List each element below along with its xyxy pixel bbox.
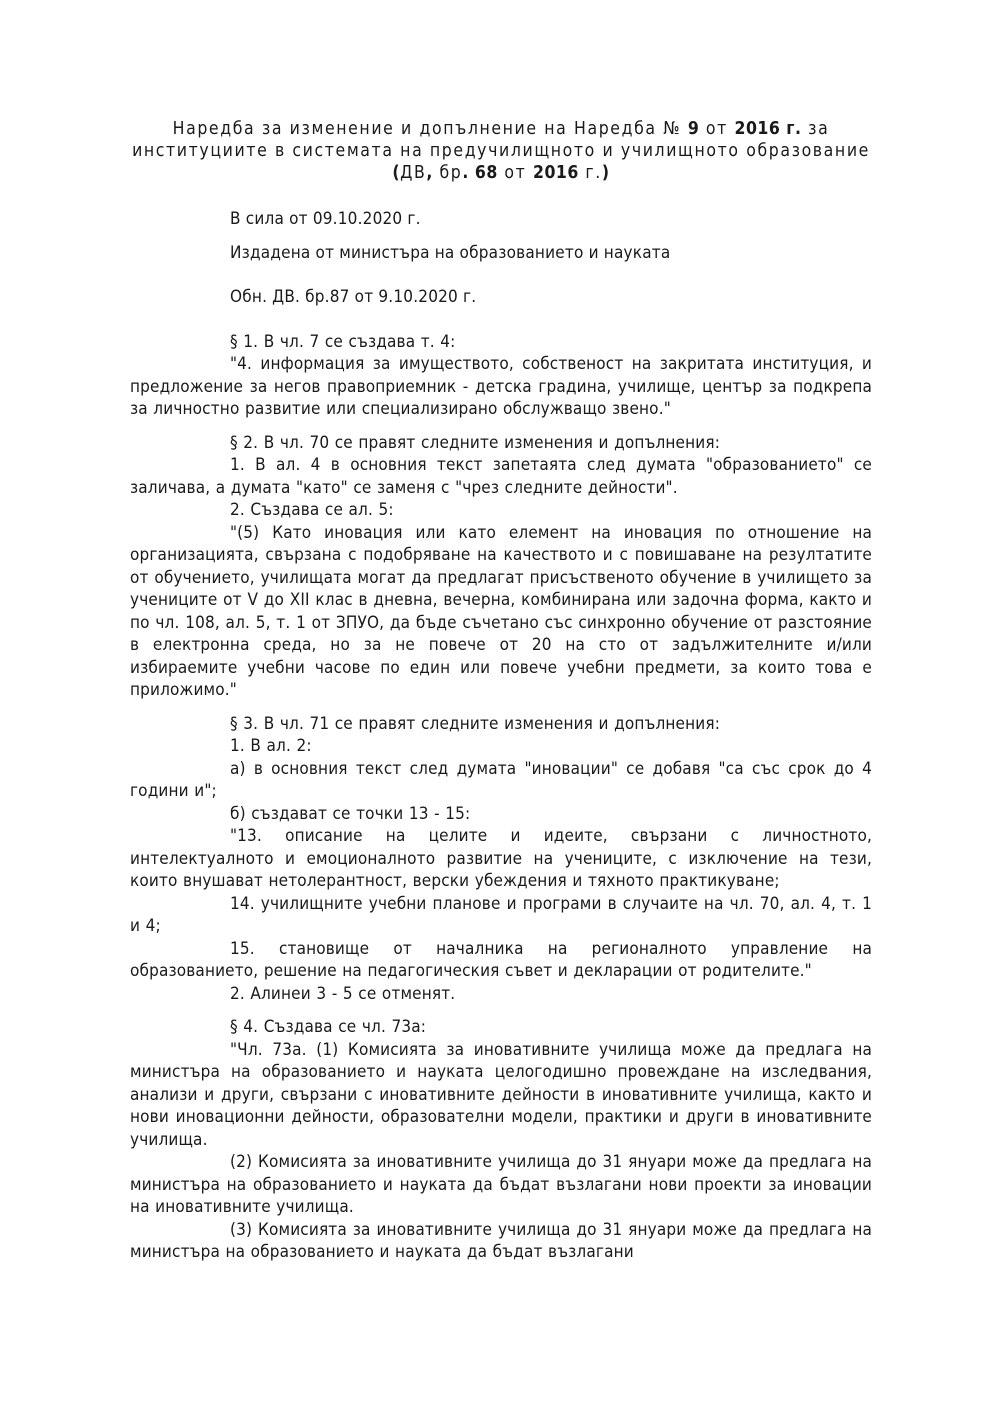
paragraph: "(5) Като иновация или като елемент на иновация по отношение на организацията, свързана с подобряване на качеството и с повишаване на резултатите от обучението, училищата могат да предлагат присъственото обучение в училището за учениците от V до XII клас в дневна, вечерна, комбинирана или задочна форма, както и по чл. 108, ал. 5, т. 1 от ЗПУО, да бъде съчетано със синхронно обучение от разстояние в електронна среда, но за не повече от 20 на сто от задължителните и/или избираемите учебни часове по един или повече учебни предмети, за които това е приложимо."	[130, 522, 872, 700]
title-text: г.	[578, 163, 602, 183]
document-page	[130, 118, 872, 1264]
title-bold-issue: 68	[468, 163, 498, 183]
title-bold-year: 2016	[532, 163, 579, 183]
paragraph: 14. училищните учебни планове и програми в случаите на чл. 70, ал. 4, т. 1 и 4;	[130, 893, 872, 936]
title-text: Наредба за изменение и допълнение на Наредба №	[172, 119, 688, 139]
section-1	[130, 331, 872, 421]
title-bold-suffix: г.	[780, 119, 802, 139]
title-paren: (	[392, 163, 401, 183]
paragraph: "Чл. 73а. (1) Комисията за иновативните училища може да предлага на министъра на образованието и науката целогодишно провеждане на изследвания, анализи и други, свързани с иновативните дейности в иновативните училища, както и нови иновационни дейности, образователни модели, практики и други в иновативните училища.	[130, 1039, 872, 1150]
paragraph: 1. В ал. 4 в основния текст запетаята след думата "образованието" се заличава, а думата "като" се заменя с "чрез следните дейности".	[130, 455, 872, 498]
paragraph: § 3. В чл. 71 се правят следните изменения и допълнения:	[230, 713, 721, 734]
title-paren: )	[601, 163, 610, 183]
paragraph: б) създават се точки 13 - 15:	[230, 803, 471, 824]
publication-info: Обн. ДВ. бр.87 от 9.10.2020 г.	[230, 287, 477, 307]
section-4	[130, 1016, 872, 1264]
title-text: бр	[432, 163, 463, 183]
paragraph: 1. В ал. 2:	[230, 736, 312, 756]
paragraph: § 2. В чл. 70 се правят следните изменения и допълнения:	[230, 432, 721, 453]
title-bold-year: 2016	[734, 119, 781, 139]
paragraph: § 1. В чл. 7 се създава т. 4:	[230, 331, 456, 352]
paragraph: 2. Алинеи 3 - 5 се отменят.	[230, 983, 456, 1004]
paragraph: 2. Създава се ал. 5:	[230, 500, 394, 520]
title-text: от	[497, 163, 533, 183]
paragraph: "13. описание на целите и идеите, свързани с личностното, интелектуалното и емоционалното развитие на учениците, с изключение на тези, които внушават нетолерантност, верски убеждения и тяхното практикуване;	[130, 826, 872, 891]
paragraph: а) в основния текст след думата "иновации" се добавя "са със срок до 4 години и";	[130, 758, 872, 801]
title-text: за институциите в системата на предучилищното и училищното образование	[132, 119, 870, 161]
paragraph: (3) Комисията за иновативните училища до 31 януари може да предлага на министъра на образованието и науката да бъдат възлагани	[130, 1219, 872, 1262]
issued-by: Издадена от министъра на образованието и науката	[230, 242, 671, 263]
title-comma: ,	[426, 163, 433, 183]
title-text: ДВ	[400, 163, 427, 183]
section-3	[130, 713, 872, 1006]
paragraph: 15. становище от началника на регионалното управление на образованието, решение на педагогическия съвет и декларации от родителите."	[130, 938, 872, 981]
title-dot: .	[462, 163, 469, 183]
section-2	[130, 432, 872, 702]
effective-date: В сила от 09.10.2020 г.	[230, 209, 421, 229]
title-text: от	[699, 119, 735, 139]
document-title	[120, 118, 882, 184]
paragraph: (2) Комисията за иновативните училища до 31 януари може да предлага на министъра на образованието и науката да бъдат възлагани нови проекти за иновации на иновативните училища.	[130, 1152, 872, 1217]
paragraph: "4. информация за имуществото, собственост на закритата институция, и предложение за негов правоприемник - детска градина, училище, център за подкрепа за личностно развитие или специализирано обслужващо звено."	[130, 354, 872, 419]
title-bold-number: 9	[687, 119, 700, 139]
paragraph: § 4. Създава се чл. 73а:	[230, 1017, 427, 1037]
